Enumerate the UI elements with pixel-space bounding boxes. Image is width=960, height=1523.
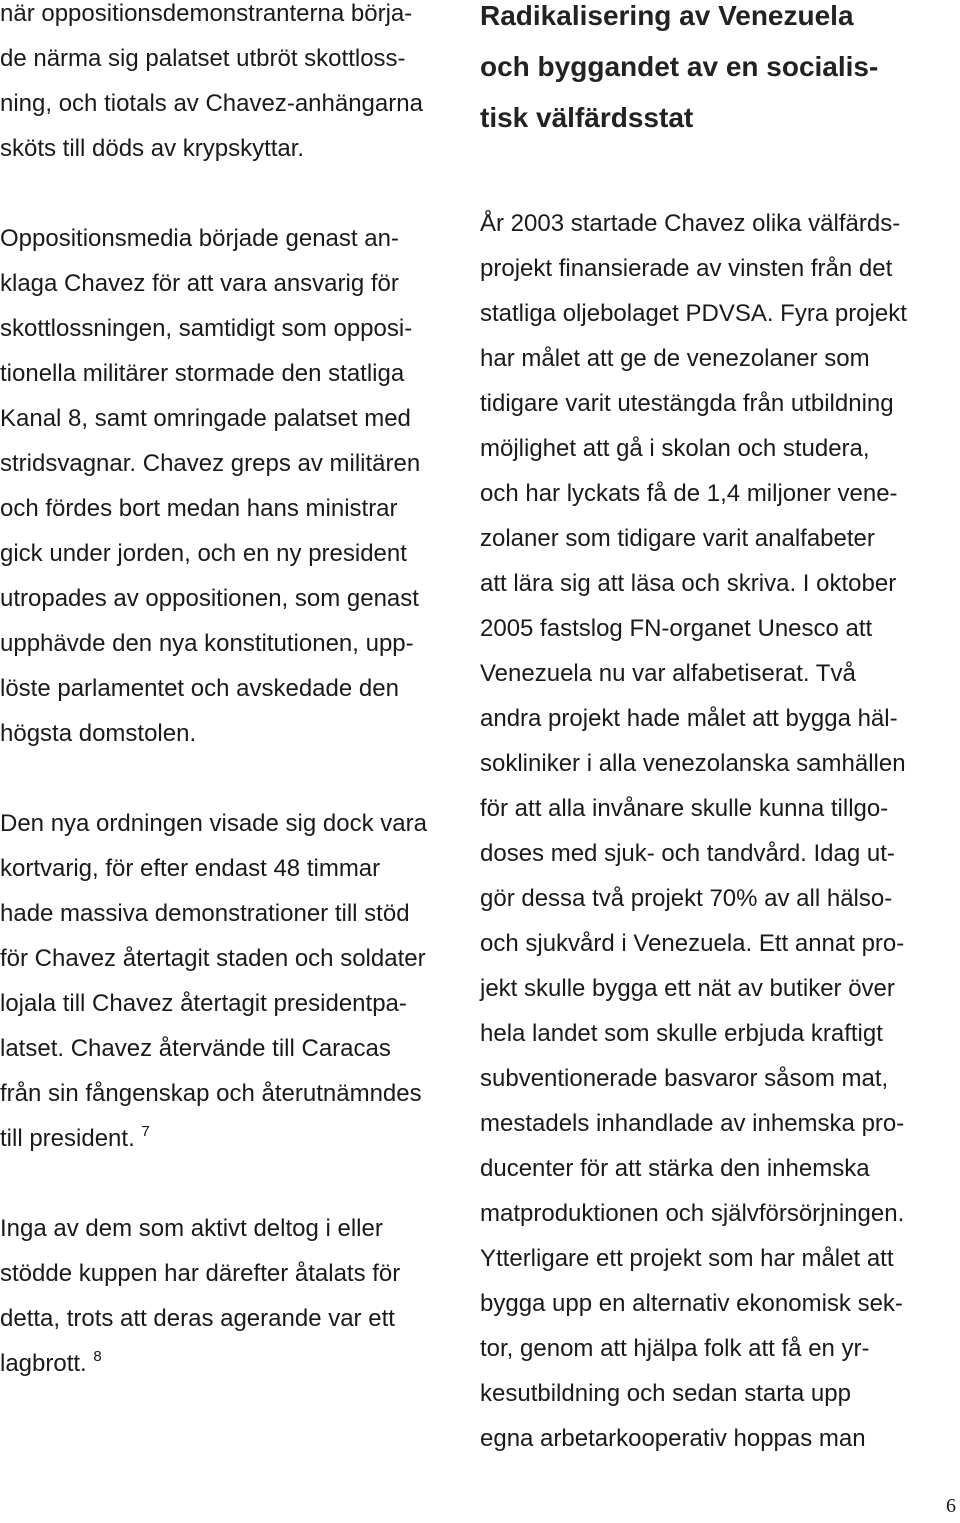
text-line: lojala till Chavez återtagit presidentpa- [0, 990, 407, 1017]
text-line: matproduktionen och självförsörjningen. [480, 1200, 905, 1227]
text-line: för att alla invånare skulle kunna tillgo- [480, 795, 889, 822]
text-line: skottlossningen, samtidigt som opposi- [0, 315, 413, 342]
text-line: Oppositionsmedia började genast an- [0, 225, 399, 252]
text-line: kortvarig, för efter endast 48 timmar [0, 855, 381, 882]
text-line: för Chavez återtagit staden och soldater [0, 945, 426, 972]
text-line: möjlighet att gå i skolan och studera, [480, 435, 870, 462]
text-line: upphävde den nya konstitutionen, upp- [0, 630, 414, 657]
text-line: utropades av oppositionen, som genast [0, 585, 419, 612]
text-line: latset. Chavez återvände till Caracas [0, 1035, 391, 1062]
text-line: detta, trots att deras agerande var ett [0, 1305, 395, 1332]
text-line: andra projekt hade målet att bygga häl- [480, 705, 898, 732]
text-line: högsta domstolen. [0, 720, 197, 747]
text-line: och fördes bort medan hans ministrar [0, 495, 398, 522]
text-line: och sjukvård i Venezuela. Ett annat pro- [480, 930, 905, 957]
text-line: och har lyckats få de 1,4 miljoner vene- [480, 480, 898, 507]
text-line: projekt finansierade av vinsten från det [480, 255, 893, 282]
text-line: från sin fångenskap och återutnämndes [0, 1080, 422, 1107]
heading-line: tisk välfärdsstat [480, 102, 694, 133]
text-line: Den nya ordningen visade sig dock vara [0, 810, 427, 837]
text-line: Inga av dem som aktivt deltog i eller [0, 1215, 383, 1242]
page-number: 6 [946, 1495, 956, 1517]
text-line: egna arbetarkooperativ hoppas man [480, 1425, 866, 1452]
text-line: gör dessa två projekt 70% av all hälso- [480, 885, 893, 912]
text-line: när oppositionsdemonstranterna börja- [0, 0, 413, 27]
text-line: har målet att ge de venezolaner som [480, 345, 870, 372]
text-line: mestadels inhandlade av inhemska pro- [480, 1110, 905, 1137]
text-line: Kanal 8, samt omringade palatset med [0, 405, 411, 432]
heading-line: Radikalisering av Venezuela [480, 0, 854, 31]
footnote-marker: 8 [93, 1348, 102, 1365]
text-line [0, 1125, 150, 1153]
text-line: År 2003 startade Chavez olika välfärds- [480, 210, 901, 237]
text-line: stridsvagnar. Chavez greps av militären [0, 450, 421, 477]
text-line: tor, genom att hjälpa folk att få en yr- [480, 1335, 870, 1362]
text-line: hela landet som skulle erbjuda kraftigt [480, 1020, 883, 1047]
text-line [0, 1350, 102, 1378]
text-line: doses med sjuk- och tandvård. Idag ut- [480, 840, 895, 867]
text-line: att lära sig att läsa och skriva. I oktober [480, 570, 897, 597]
text-line: tionella militärer stormade den statliga [0, 360, 405, 387]
text-line: ducenter för att stärka den inhemska [480, 1155, 870, 1182]
text-line: statliga oljebolaget PDVSA. Fyra projekt [480, 300, 907, 327]
text-line: zolaner som tidigare varit analfabeter [480, 525, 875, 552]
text-line: de närma sig palatset utbröt skottloss- [0, 45, 406, 72]
text-line: bygga upp en alternativ ekonomisk sek- [480, 1290, 903, 1317]
text-line: 2005 fastslog FN-organet Unesco att [480, 615, 873, 642]
text-span: till president. [0, 1125, 135, 1152]
text-line: Ytterligare ett projekt som har målet att [480, 1245, 894, 1272]
text-line: tidigare varit utestängda från utbildning [480, 390, 894, 417]
text-line: jekt skulle bygga ett nät av butiker över [480, 975, 895, 1002]
text-line: Venezuela nu var alfabetiserat. Två [480, 660, 856, 687]
text-line: subventionerade basvaror såsom mat, [480, 1065, 889, 1092]
footnote-marker: 7 [141, 1123, 150, 1140]
text-line: sokliniker i alla venezolanska samhällen [480, 750, 906, 777]
text-line: gick under jorden, och en ny president [0, 540, 407, 567]
text-line: ning, och tiotals av Chavez-anhängarna [0, 90, 423, 117]
text-span: lagbrott. [0, 1350, 87, 1377]
heading-line: och byggandet av en socialis- [480, 51, 879, 82]
text-line: hade massiva demonstrationer till stöd [0, 900, 410, 927]
text-line: stödde kuppen har därefter åtalats för [0, 1260, 401, 1287]
text-line: löste parlamentet och avskedade den [0, 675, 399, 702]
text-line: klaga Chavez för att vara ansvarig för [0, 270, 399, 297]
text-line: kesutbildning och sedan starta upp [480, 1380, 851, 1407]
text-line: sköts till döds av krypskyttar. [0, 135, 305, 162]
